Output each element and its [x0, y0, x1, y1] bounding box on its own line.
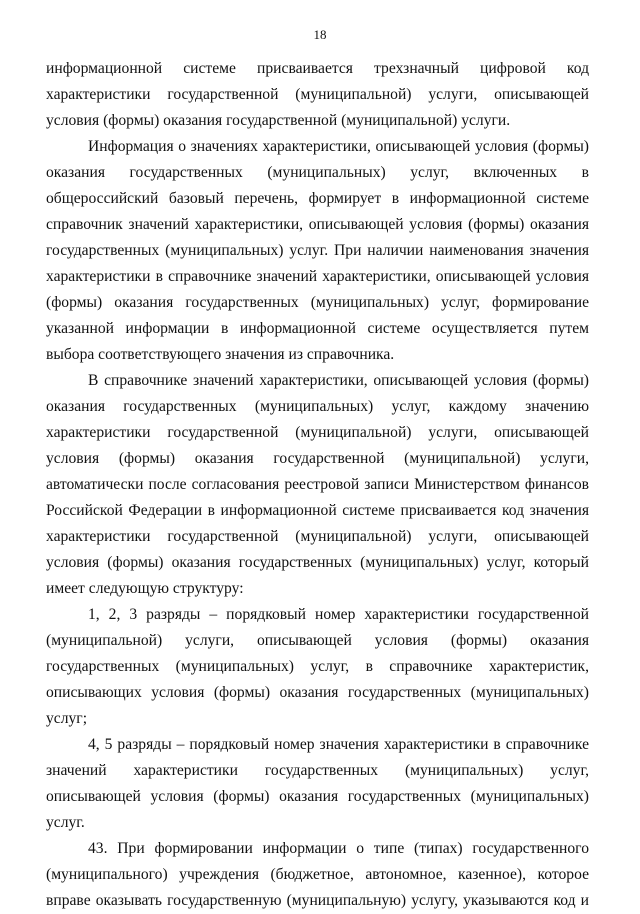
document-body [46, 56, 589, 914]
paragraph-values-info: Информация о значениях характеристики, описывающей условия (формы) оказания государственных (муниципальных) услуг, включенных в общероссийский базовый перечень, формирует в информационной системе справочник значений характеристики, описывающей условия (формы) оказания государственных (муниципальных) услуг. При наличии наименования значения характеристики в справочнике значений характеристики, описывающей условия (формы) оказания государственных (муниципальных) услуг, формирование указанной информации в информационной системе осуществляется путем выбора соответствующего значения из справочника. [46, 138, 589, 363]
paragraph-code-structure: В справочнике значений характеристики, описывающей условия (формы) оказания государственных (муниципальных) услуг, каждому значению характеристики государственной (муниципальной) услуги, описывающей условия (формы) оказания государственной (муниципальной) услуги, автоматически после согласования реестровой записи Министерством финансов Российской Федерации в информационной системе присваивается код значения характеристики государственной (муниципальной) услуги, описывающей условия (формы) оказания государственных (муниципальных) услуг, который имеет следующую структуру: [46, 372, 589, 597]
paragraph-item-43: 43. При формировании информации о типе (типах) государственного (муниципального) учреждения (бюджетное, автономное, казенное), которое вправе оказывать государственную (муниципальную) услугу, указываются код и [46, 840, 589, 909]
page-number: 18 [313, 27, 327, 42]
paragraph-digits-1-3: 1, 2, 3 разряды – порядковый номер характеристики государственной (муниципальной) услуги, описывающей условия (формы) оказания государственных (муниципальных) услуг, в справочнике характеристик, описывающих условия (формы) оказания государственных (муниципальных) услуг; [46, 606, 589, 727]
paragraph-continuation: информационной системе присваивается трехзначный цифровой код характеристики государственной (муниципальной) услуги, описывающей условия (формы) оказания государственной (муниципальной) услуги. [46, 60, 589, 129]
paragraph-digits-4-5: 4, 5 разряды – порядковый номер значения характеристики в справочнике значений характеристики государственных (муниципальных) услуг, описывающей условия (формы) оказания государственных (муниципальных) услуг. [46, 736, 589, 831]
